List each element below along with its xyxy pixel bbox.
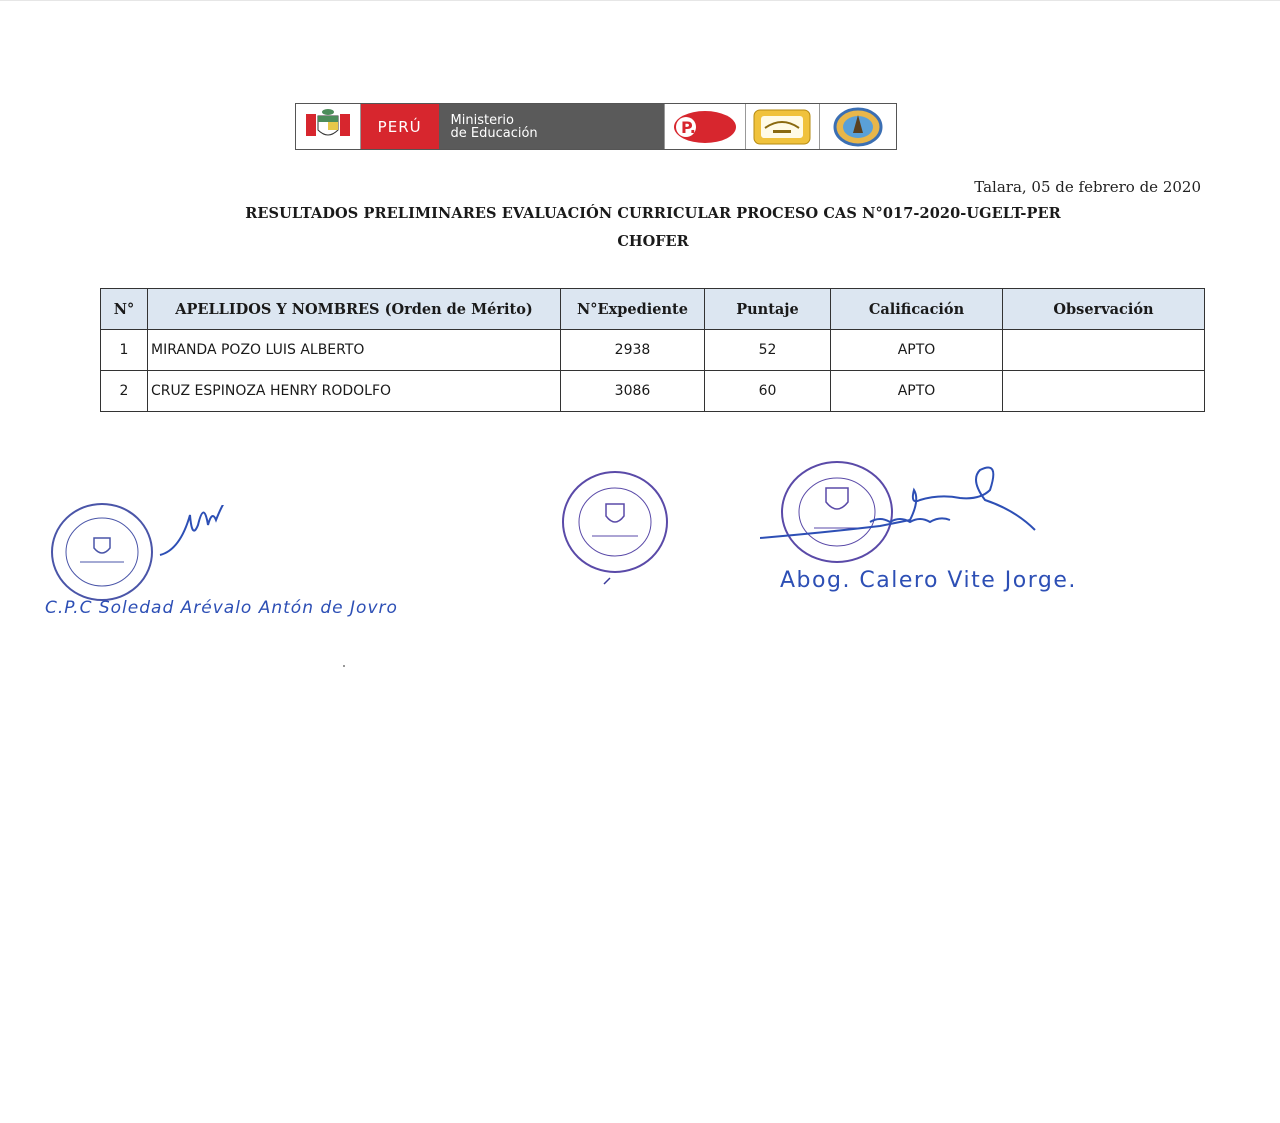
table-header-row — [101, 289, 1205, 330]
scan-edge-line — [0, 0, 1280, 1]
cell-number: 2 — [101, 371, 148, 412]
cell-name: MIRANDA POZO LUIS ALBERTO — [148, 330, 561, 371]
document-date: Talara, 05 de febrero de 2020 — [974, 178, 1201, 196]
header-name: APELLIDOS Y NOMBRES (Orden de Mérito) — [148, 289, 561, 330]
cell-expediente: 3086 — [561, 371, 705, 412]
header-puntaje: Puntaje — [705, 289, 831, 330]
p-logo-letter: P. — [680, 117, 696, 137]
ugel-logo — [819, 104, 896, 149]
table-row — [101, 330, 1205, 371]
header-observacion: Observación — [1003, 289, 1205, 330]
cell-puntaje: 60 — [705, 371, 831, 412]
signature-left-name: C.P.C Soledad Arévalo Antón de Jovro — [45, 598, 398, 618]
p-logo — [664, 104, 745, 149]
cell-expediente: 2938 — [561, 330, 705, 371]
header-banner — [295, 103, 897, 150]
cell-name: CRUZ ESPINOZA HENRY RODOLFO — [148, 371, 561, 412]
header-number: N° — [101, 289, 148, 330]
director-stamp — [560, 470, 670, 585]
cell-calificacion: APTO — [831, 330, 1003, 371]
table-row — [101, 371, 1205, 412]
cell-observacion — [1003, 330, 1205, 371]
administration-stamp — [50, 500, 160, 605]
header-expediente: N°Expediente — [561, 289, 705, 330]
peru-coat-of-arms-logo — [296, 104, 361, 149]
cell-number: 1 — [101, 330, 148, 371]
scan-speck — [343, 665, 345, 667]
cell-observacion — [1003, 371, 1205, 412]
ministry-label — [439, 104, 664, 149]
signature-left-scribble — [155, 505, 245, 565]
ministry-line-2: de Educación — [450, 126, 538, 141]
cell-calificacion: APTO — [831, 371, 1003, 412]
document-title: RESULTADOS PRELIMINARES EVALUACIÓN CURRICULAR PROCESO CAS N°017-2020-UGELT-PER — [245, 205, 1061, 222]
peru-label: PERÚ — [361, 104, 439, 149]
ministry-line-1: Ministerio — [450, 113, 514, 128]
signature-right-scribble — [760, 460, 1040, 555]
signature-right-name: Abog. Calero Vite Jorge. — [780, 568, 1077, 593]
document-subtitle: CHOFER — [617, 233, 689, 250]
cell-puntaje: 52 — [705, 330, 831, 371]
results-table — [100, 288, 1205, 412]
regional-logo — [745, 104, 820, 149]
header-calificacion: Calificación — [831, 289, 1003, 330]
